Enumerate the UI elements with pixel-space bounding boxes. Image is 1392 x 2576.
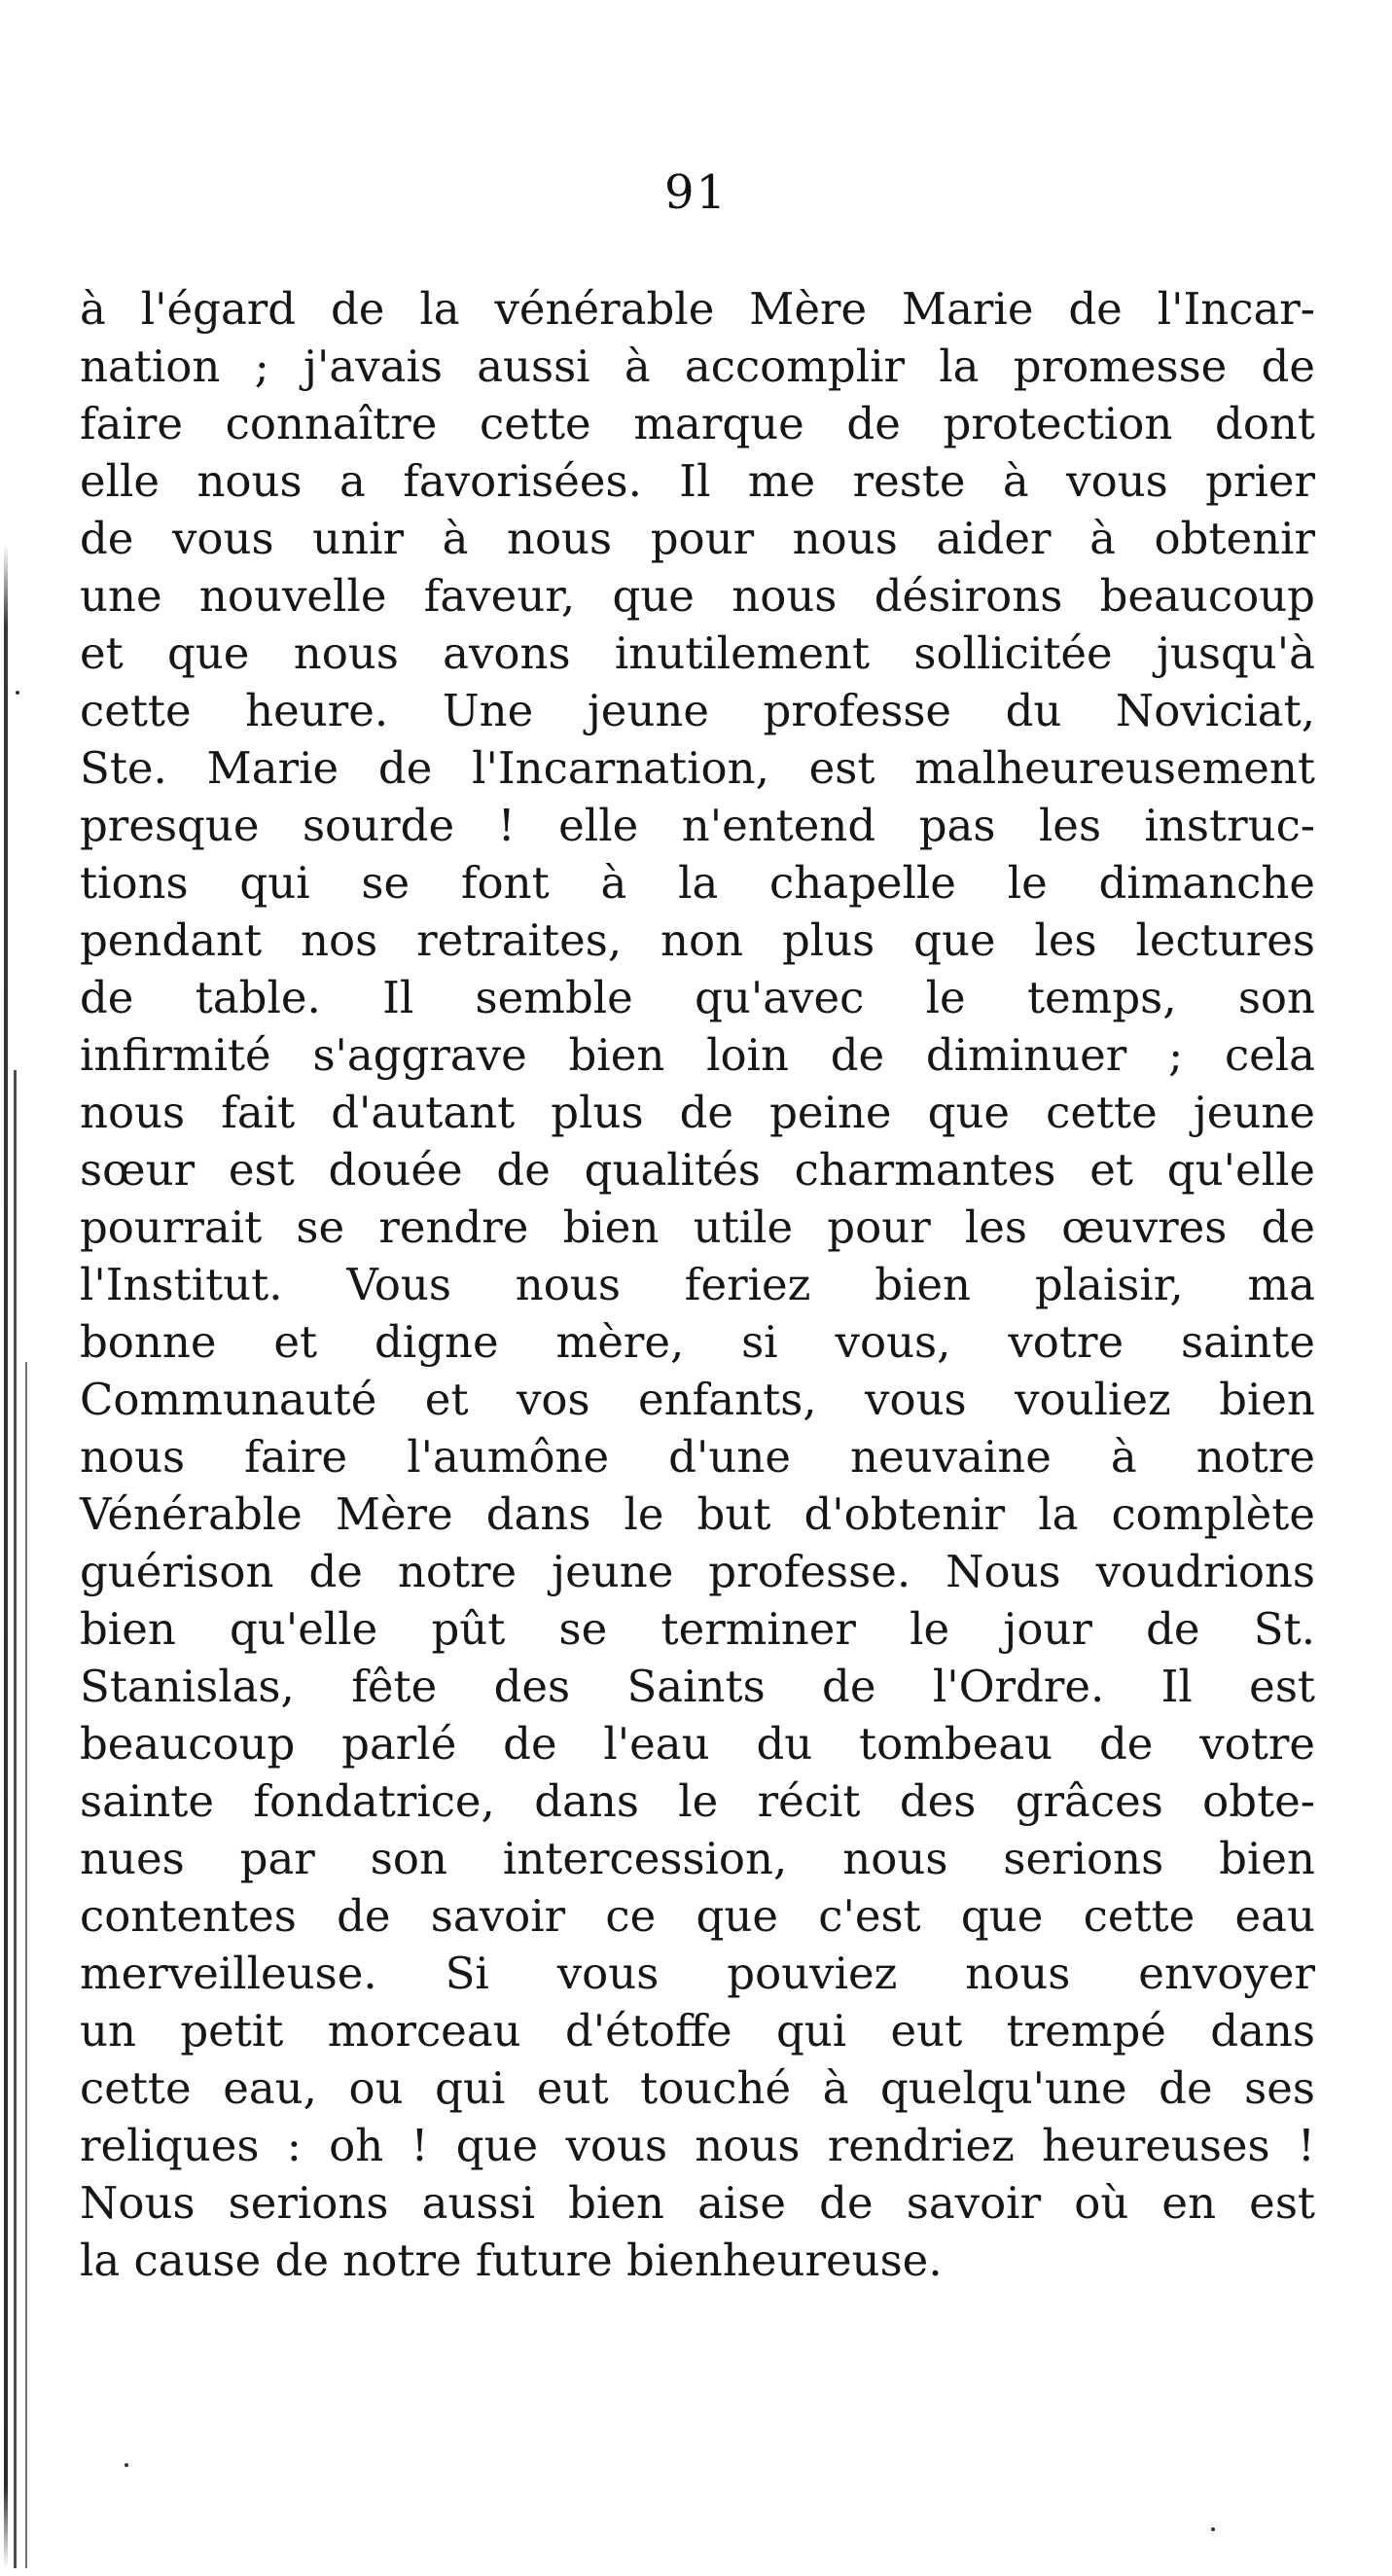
- text-line: et que nous avons inutilement sollicitée jusqu'à: [80, 627, 1315, 679]
- text-line: de vous unir à nous pour nous aider à obtenir: [80, 513, 1315, 564]
- text-line: faire connaître cette marque de protection dont: [80, 398, 1315, 449]
- text-line: guérison de notre jeune professe. Nous voudrions: [80, 1546, 1315, 1597]
- text-line: une nouvelle faveur, que nous désirons beaucoup: [80, 570, 1315, 622]
- text-line: un petit morceau d'étoffe qui eut trempé dans: [80, 2005, 1315, 2057]
- text-line: à l'égard de la vénérable Mère Marie de l'Incar-: [80, 283, 1315, 335]
- text-line: Stanislas, fête des Saints de l'Ordre. Il est: [80, 1661, 1315, 1712]
- text-line: tions qui se font à la chapelle le dimanche: [80, 857, 1315, 909]
- text-line: pendant nos retraites, non plus que les lectures: [80, 914, 1315, 966]
- text-line: nation ; j'avais aussi à accomplir la promesse de: [80, 340, 1315, 392]
- binding-edge-line: [14, 1070, 17, 2568]
- text-line: reliques : oh ! que vous nous rendriez heureuses !: [80, 2120, 1315, 2171]
- text-line: nous fait d'autant plus de peine que cette jeune: [80, 1087, 1315, 1138]
- text-line-last: la cause de notre future bienheureuse.: [80, 2235, 943, 2286]
- text-line: beaucoup parlé de l'eau du tombeau de votre: [80, 1718, 1315, 1770]
- text-line: Vénérable Mère dans le but d'obtenir la complète: [80, 1488, 1315, 1540]
- text-line: Nous serions aussi bien aise de savoir où en est: [80, 2177, 1315, 2229]
- text-line: cette eau, ou qui eut touché à quelqu'une de ses: [80, 2062, 1315, 2114]
- text-line: cette heure. Une jeune professe du Noviciat,: [80, 685, 1315, 736]
- page-number: 91: [663, 165, 729, 220]
- print-speck: [1211, 2527, 1215, 2531]
- text-line: bonne et digne mère, si vous, votre sainte: [80, 1316, 1315, 1368]
- print-speck: [125, 2463, 128, 2467]
- text-line: nues par son intercession, nous serions bien: [80, 1833, 1315, 1884]
- text-line: l'Institut. Vous nous feriez bien plaisir, ma: [80, 1259, 1315, 1310]
- text-line: pourrait se rendre bien utile pour les œuvres de: [80, 1201, 1315, 1253]
- print-speck: [16, 691, 19, 695]
- text-line: infirmité s'aggrave bien loin de diminuer ; cela: [80, 1029, 1315, 1081]
- binding-edge-shadow: [4, 545, 8, 2568]
- text-line: Communauté et vos enfants, vous vouliez bien: [80, 1374, 1315, 1425]
- text-line: contentes de savoir ce que c'est que cette eau: [80, 1890, 1315, 1942]
- text-line: merveilleuse. Si vous pouviez nous envoyer: [80, 1948, 1315, 1999]
- text-line: de table. Il semble qu'avec le temps, son: [80, 972, 1315, 1023]
- body-text: [80, 280, 1315, 2289]
- binding-edge-line-inner: [25, 1362, 27, 2568]
- text-line: elle nous a favorisées. Il me reste à vous prier: [80, 455, 1315, 507]
- text-line: sainte fondatrice, dans le récit des grâces obte-: [80, 1775, 1315, 1827]
- text-line: Ste. Marie de l'Incarnation, est malheureusement: [80, 742, 1315, 794]
- text-line: nous faire l'aumône d'une neuvaine à notre: [80, 1431, 1315, 1483]
- text-line: bien qu'elle pût se terminer le jour de St.: [80, 1603, 1315, 1655]
- text-line: presque sourde ! elle n'entend pas les instruc-: [80, 800, 1315, 851]
- text-line: sœur est douée de qualités charmantes et qu'elle: [80, 1144, 1315, 1196]
